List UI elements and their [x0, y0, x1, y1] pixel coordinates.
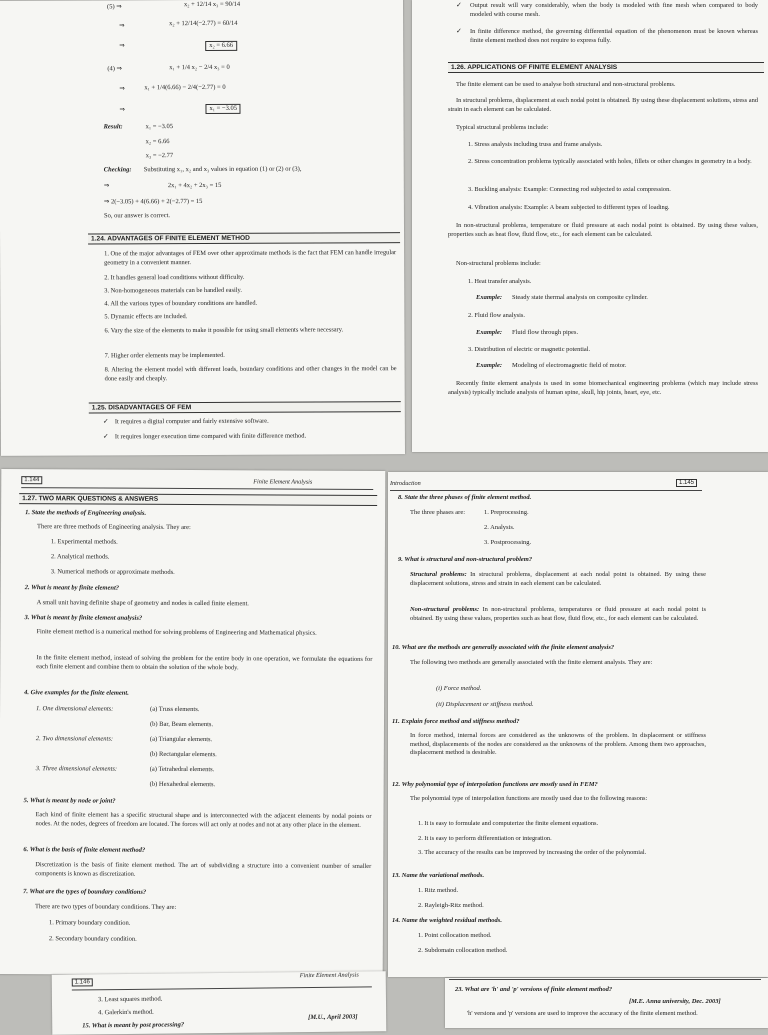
- answer-item: (ii) Displacement or stiffness method.: [436, 701, 534, 708]
- checking-label: Checking:: [103, 166, 132, 174]
- check-equation: ⇒ 2(−3.05) + 4(6.66) + 2(−2.77) = 15: [103, 197, 203, 206]
- example-item: (a) Triangular elements.: [149, 735, 213, 744]
- answer-item: 1. It is easy to formulate and computerize the finite element equations.: [418, 820, 599, 827]
- answer-item: 3. Postprocessing.: [484, 539, 532, 546]
- arrow: ⇒: [119, 106, 125, 114]
- paragraph: In non-structural problems, temperature or fluid pressure at each nodal point is obtained. By using these values, properties such as heat flow, fluid flow, etc., for each element can be calculated.: [448, 222, 758, 238]
- page-number: 1.144: [21, 476, 42, 484]
- arrow: ⇒: [119, 42, 125, 50]
- example-category: 1. One dimensional elements:: [36, 705, 114, 713]
- header-rule: [21, 487, 373, 490]
- question: 9. What is structural and non-structural problem?: [398, 556, 533, 563]
- example-label: Example:: [476, 329, 502, 336]
- header-rule: [72, 986, 372, 990]
- result-label: Result:: [103, 123, 123, 131]
- paragraph: Typical structural problems include:: [456, 124, 549, 131]
- page-partial-bottom-right: [445, 978, 768, 1028]
- answer-label: Structural problems:: [410, 571, 467, 578]
- answer: There are three methods of Engineering analysis. They are:: [37, 523, 191, 531]
- running-header: Finite Element Analysis: [299, 971, 359, 980]
- nonstructural-item: 1. Heat transfer analysis.: [468, 278, 532, 285]
- example-item: (a) Truss elements.: [150, 705, 200, 714]
- answer: In force method, internal forces are considered as the unknowns of the problem. In displacement or stiffness method, displacements of the nodes are considered as the unknowns of the problem. Among them two approaches, displacement method is desirable.: [410, 732, 706, 757]
- answer-item: 1. Preprocessing.: [484, 509, 529, 516]
- structural-item: 3. Buckling analysis: Example: Connecting rod subjected to axial compression.: [468, 186, 671, 193]
- answer-text: In structural problems, displacement at each nodal point is obtained. By using these displacement solutions, stress and strain in each element can be calculated.: [410, 571, 706, 587]
- answer-item: 2. It is easy to perform differentiation or integration.: [418, 835, 552, 842]
- equation: x₁ + 1/4(6.66) − 2/4(−2.77) = 0: [144, 83, 226, 92]
- result-line: x₃ = −2.77: [145, 152, 174, 160]
- question: 6. What is the basis of finite element method?: [23, 846, 146, 854]
- page-bottom-left: [0, 469, 385, 976]
- paragraph: Recently finite element analysis is used in some biomechanical engineering problems (which may include stress analysis) typically include analysis of human spine, skull, hip joints, heart, eye, etc.: [448, 380, 758, 396]
- answer: There are two types of boundary conditions. They are:: [35, 903, 177, 911]
- eq-label: (5) ⇒: [107, 3, 122, 11]
- example-item: (b) Hexahedral elements.: [149, 780, 216, 789]
- nonstructural-item: 2. Fluid flow analysis.: [468, 312, 525, 319]
- checking-text: Substituting x₁, x₂ and x₃ values in equation (1) or (2) or (3),: [143, 165, 302, 174]
- equation: x₂ + 12/14(−2.77) = 60/14: [169, 19, 238, 28]
- question: 12. Why polynomial type of interpolation functions are mostly used in FEM?: [392, 781, 598, 788]
- answer-item: 2. Analytical methods.: [50, 553, 110, 561]
- running-header: Introduction: [390, 480, 421, 487]
- result-line: x₂ = 6.66: [145, 138, 170, 146]
- answer-item: 2. Secondary boundary condition.: [48, 935, 137, 943]
- section-heading-1-25: 1.25. DISADVANTAGES OF FEM: [89, 401, 401, 413]
- answer-item: 2. Subdomain collocation method.: [418, 947, 508, 954]
- answer-item: 3. Numerical methods or approximate methods.: [50, 568, 175, 576]
- answer: 'h' versions and 'p' versions are used to improve the accuracy of the finite element method.: [467, 1010, 698, 1017]
- structural-item: 4. Vibration analysis: Example: A beam subjected to different types of loading.: [468, 204, 670, 211]
- arrow: ⇒: [119, 22, 125, 30]
- structural-item: 1. Stress analysis including truss and frame analysis.: [468, 141, 603, 148]
- equation: x₁ + 1/4 x₂ − 2/4 x₃ = 0: [169, 63, 230, 72]
- answer: Each kind of finite element has a specific structural shape and is interconnected with the adjacent elements by nodal points or nodes. At the nodes, degrees of freedom are located. The forces will act only at nodes and not at any other place in the element.: [35, 811, 372, 829]
- disadvantage-item: It requires longer execution time compared with finite difference method.: [114, 432, 307, 441]
- answer-text: In non-structural problems, temperatures or fluid pressure at each nodal point is obtained. By using these values, properties such as heat flow, fluid flow, etc., for each element can be calculated.: [410, 606, 706, 622]
- section-heading-1-26: 1.26. APPLICATIONS OF FINITE ELEMENT ANALYSIS: [448, 62, 764, 73]
- page-top-right: [412, 0, 768, 452]
- advantage-item: 2. It handles general load conditions without difficulty.: [104, 273, 245, 282]
- paragraph: In structural problems, displacement at each nodal point is obtained. By using these displacement solutions, stress and strain in each element can be calculated.: [448, 97, 758, 113]
- page-top-left: [0, 0, 405, 456]
- example-item: (b) Bar, Beam elements.: [149, 720, 214, 729]
- page-number: 1.146: [72, 978, 93, 986]
- answer: In the finite element method, instead of solving the problem for the entire body in one operation, we formulate the equations for each finite element and combine them to obtain the solution of the whole body.: [36, 654, 373, 671]
- answer: The following two methods are generally associated with the finite element analysis. They are:: [410, 659, 653, 666]
- page-number: 1.145: [676, 479, 697, 487]
- check-icon: ✓: [456, 27, 462, 35]
- question: 2. What is meant by finite element?: [24, 584, 120, 592]
- eq-label: (4) ⇒: [107, 65, 122, 73]
- question: 4. Give examples for the finite element.: [24, 689, 129, 697]
- question: 10. What are the methods are generally associated with the finite element analysis?: [392, 644, 615, 651]
- advantage-item: 4. All the various types of boundary conditions are handled.: [104, 299, 258, 308]
- example-category: 2. Two dimensional elements:: [35, 735, 114, 743]
- example-label: Example:: [476, 294, 502, 301]
- section-heading-1-27: 1.27. TWO MARK QUESTIONS & ANSWERS: [19, 493, 377, 506]
- advantage-item: 7. Higher order elements may be implemented.: [104, 351, 225, 360]
- check-icon: ✓: [456, 1, 462, 9]
- answer: The polynomial type of interpolation functions are mostly used due to the following reasons:: [410, 795, 648, 802]
- answer: Finite element method is a numerical method for solving problems of Engineering and Mathematical physics.: [36, 628, 317, 637]
- note-item: Output result will vary considerably, when the body is modeled with fine mesh when compared to body modeled with course mesh.: [470, 2, 758, 18]
- example-text: Fluid flow through pipes.: [512, 329, 579, 336]
- advantage-item: 3. Non-homogeneous materials can be handled easily.: [104, 286, 242, 295]
- answer: [410, 606, 706, 623]
- example-item: (b) Rectangular elements.: [149, 750, 217, 759]
- structural-item: 2. Stress concentration problems typically associated with holes, fillets or other changes in geometry in a body.: [468, 158, 752, 165]
- question: 11. Explain force method and stiffness method?: [392, 718, 520, 725]
- question: 15. What is meant by post processing?: [82, 1021, 185, 1030]
- answer: A small unit having definite shape of geometry and nodes is called finite element.: [36, 599, 249, 608]
- boxed-result: x₂ = 6.66: [205, 41, 237, 51]
- question: 13. Name the variational methods.: [392, 872, 485, 879]
- note-item: In finite difference method, the governing differential equation of the phenomenon must be known whereas finite element method does not require to express fully.: [470, 28, 758, 44]
- question: 23. What are 'h' and 'p' versions of finite element method?: [455, 986, 613, 993]
- question: 5. What is meant by node or joint?: [23, 797, 116, 805]
- boxed-result: x₁ = −3.05: [205, 104, 241, 114]
- list-item: 3. Least squares method.: [97, 995, 163, 1004]
- answer-item: 2. Rayleigh-Ritz method.: [418, 902, 484, 909]
- question: 3. What is meant by finite element analysis?: [24, 614, 143, 622]
- paragraph: Non-structural problems include:: [456, 260, 541, 267]
- list-item: 4. Galerkin's method.: [98, 1008, 154, 1017]
- advantage-item: 5. Dynamic effects are included.: [104, 313, 188, 321]
- answer-item: (i) Force method.: [436, 685, 482, 692]
- example-text: Modeling of electromagnetic field of motor.: [512, 362, 627, 369]
- page-partial-bottom-left: [52, 971, 387, 1034]
- check-icon: ✓: [102, 417, 109, 426]
- nonstructural-item: 3. Distribution of electric or magnetic potential.: [468, 346, 591, 353]
- answer-item: 1. Point collocation method.: [418, 932, 492, 939]
- example-text: Steady state thermal analysis on composite cylinder.: [512, 294, 648, 301]
- section-heading-1-24: 1.24. ADVANTAGES OF FINITE ELEMENT METHOD: [88, 232, 400, 244]
- advantage-item: 6. Vary the size of the elements to make it possible for using small elements where necessary.: [104, 326, 344, 335]
- arrow: ⇒: [103, 182, 110, 190]
- running-header: Finite Element Analysis: [253, 478, 313, 486]
- header-rule: [449, 979, 761, 980]
- answer-item: 1. Experimental methods.: [50, 538, 118, 546]
- example-label: Example:: [476, 362, 502, 369]
- answer-item: 1. Primary boundary condition.: [48, 919, 131, 927]
- arrow: ⇒: [119, 85, 125, 93]
- equation: x₂ + 12/14 x₃ = 90/14: [184, 0, 241, 9]
- answer: [410, 571, 706, 588]
- paragraph: The finite element can be used to analyse both structural and non-structural problems.: [456, 81, 676, 88]
- check-equation: 2x₁ + 4x₂ + 2x₃ = 15: [167, 181, 222, 190]
- question: 8. State the three phases of finite element method.: [398, 494, 532, 501]
- question: 14. Name the weighted residual methods.: [392, 917, 502, 924]
- answer-item: 1. Ritz method.: [418, 887, 459, 894]
- answer-item: 3. The accuracy of the results can be improved by increasing the order of the polynomial.: [418, 849, 647, 856]
- citation: [M.E. Anna university, Dec. 2003]: [629, 998, 721, 1005]
- answer: The three phases are:: [410, 509, 466, 516]
- example-category: 3. Three dimensional elements:: [35, 765, 118, 773]
- answer-label: Non-structural problems:: [410, 606, 480, 613]
- example-item: (a) Tetrahedral elements.: [149, 765, 215, 774]
- citation: [M.U., April 2003]: [308, 1013, 358, 1022]
- advantage-item: 8. Altering the element model with different loads, boundary conditions and other changes in the model can be done easily and cheaply.: [104, 365, 397, 383]
- question: 1. State the methods of Engineering analysis.: [25, 509, 147, 517]
- result-line: x₁ = −3.05: [145, 123, 174, 131]
- question: 7. What are the types of boundary conditions?: [23, 888, 147, 896]
- answer: Discretization is the basis of finite element method. The art of subdividing a structure into a convenient number of smaller components is known as discretization.: [35, 861, 372, 878]
- disadvantage-item: It requires a digital computer and fairly extensive software.: [114, 417, 269, 426]
- header-rule: [390, 490, 702, 491]
- page-bottom-right: [388, 472, 768, 977]
- check-icon: ✓: [102, 432, 109, 441]
- check-conclusion: So, our answer is correct.: [103, 212, 171, 220]
- answer-item: 2. Analysis.: [484, 524, 515, 531]
- advantage-item: 1. One of the major advantages of FEM over other approximate methods is the fact that FEM can handle irregular geometry in a convenient manner.: [104, 249, 397, 267]
